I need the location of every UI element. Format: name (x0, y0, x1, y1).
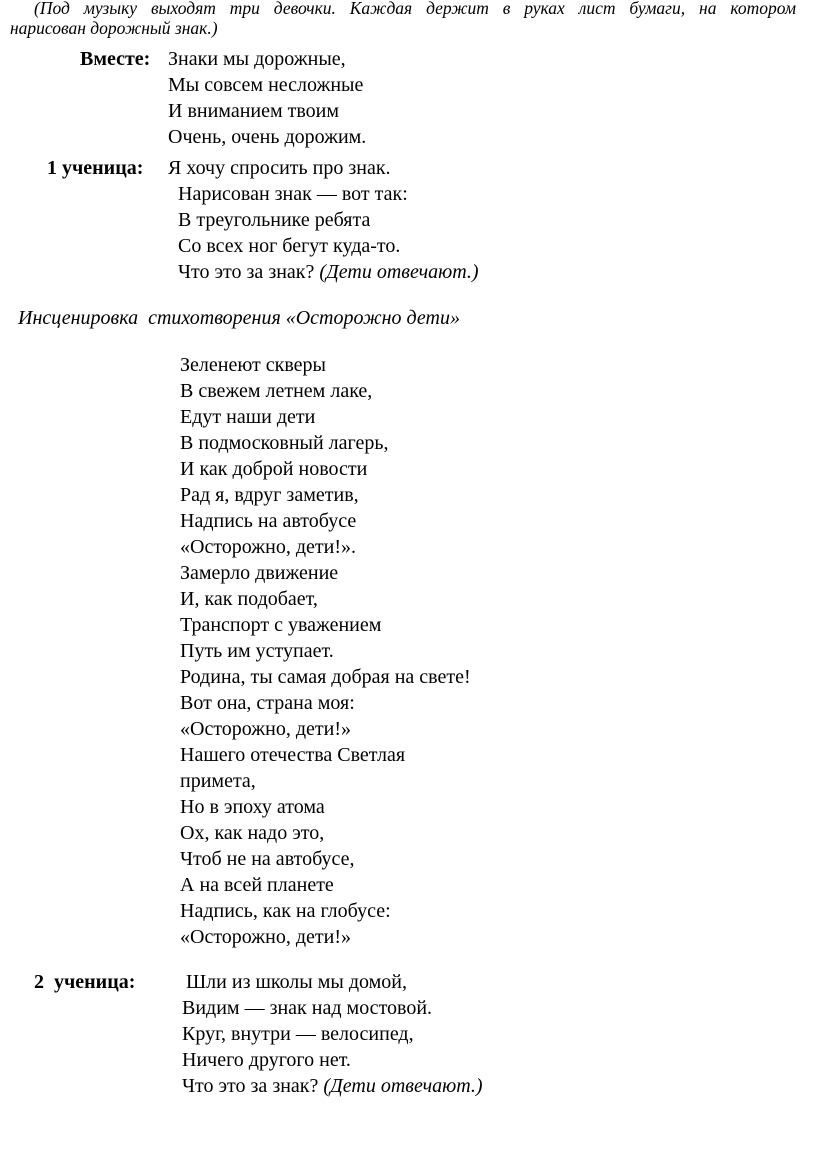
poem-line: В подмосковный лагерь, (180, 432, 389, 454)
speaker-student-1: 1 ученица: (47, 157, 144, 179)
poem-line: Путь им уступает. (180, 640, 334, 662)
poem-line: А на всей планете (180, 874, 334, 896)
poem-line: В свежем летнем лаке, (180, 380, 373, 402)
verse-line: Со всех ног бегут куда-то. (178, 235, 401, 257)
verse-line: В треугольнике ребята (178, 209, 371, 231)
poem-line: Едут наши дети (180, 406, 316, 428)
poem-line: И, как подобает, (180, 588, 318, 610)
poem-line: Чтоб не на автобусе, (180, 848, 355, 870)
stage-remark: (Дети отвечают.) (319, 261, 479, 283)
verse-line: Шли из школы мы домой, (186, 971, 407, 993)
verse-line: Я хочу спросить про знак. (168, 157, 391, 179)
verse-line: Знаки мы дорожные, (168, 48, 346, 70)
poem-osторozhno-deti (180, 352, 471, 950)
verse-student-1 (178, 181, 479, 285)
poem-line: Надпись на автобусе (180, 510, 357, 532)
stage-remark: (Дети отвечают.) (323, 1075, 483, 1097)
poem-line: Замерло движение (180, 562, 339, 584)
poem-line: Рад я, вдруг заметив, (180, 484, 359, 506)
verse-line: Мы совсем несложные (168, 74, 364, 96)
poem-line: «Осторожно, дети!». (180, 536, 356, 558)
speaker-together: Вместе: (80, 48, 151, 70)
verse-line-question (182, 1073, 483, 1099)
verse-together (168, 46, 366, 150)
poem-line: Надпись, как на глобусе: (180, 900, 391, 922)
verse-line-question (178, 259, 479, 285)
poem-line: примета, (180, 770, 256, 792)
poem-line: Нашего отечества Светлая (180, 744, 406, 766)
verse-line: И вниманием твоим (168, 100, 340, 122)
verse-student-2-first (186, 969, 407, 995)
intro-line-2: нарисован дорожный знак.) (10, 18, 218, 38)
poem-line: Транспорт с уважением (180, 614, 382, 636)
intro-line-1: (Под музыку выходят три девочки. Каждая держит в руках лист бумаги, на котором (34, 0, 796, 18)
verse-line: Очень, очень дорожим. (168, 126, 367, 148)
stage-direction-intro (10, 0, 796, 38)
poem-line: Зеленеют скверы (180, 354, 326, 376)
poem-line: И как доброй новости (180, 458, 368, 480)
question-text: Что это за знак? (178, 261, 315, 283)
verse-line: Нарисован знак — вот так: (178, 183, 408, 205)
poem-line: Но в эпоху атома (180, 796, 325, 818)
verse-line: Круг, внутри — велосипед, (182, 1023, 414, 1045)
poem-line: Вот она, страна моя: (180, 692, 355, 714)
question-text: Что это за знак? (182, 1075, 319, 1097)
poem-line: Ох, как надо это, (180, 822, 325, 844)
poem-line: Родина, ты самая добрая на свете! (180, 666, 471, 688)
speaker-student-2: 2 ученица: (34, 971, 136, 993)
poem-line: «Осторожно, дети!» (180, 926, 351, 948)
section-title: Инсценировка стихотворения «Осторожно дети» (18, 307, 460, 329)
verse-student-1-first (168, 155, 391, 181)
verse-line: Ничего другого нет. (182, 1049, 351, 1071)
verse-student-2 (182, 995, 483, 1099)
poem-line: «Осторожно, дети!» (180, 718, 351, 740)
verse-line: Видим — знак над мостовой. (182, 997, 433, 1019)
